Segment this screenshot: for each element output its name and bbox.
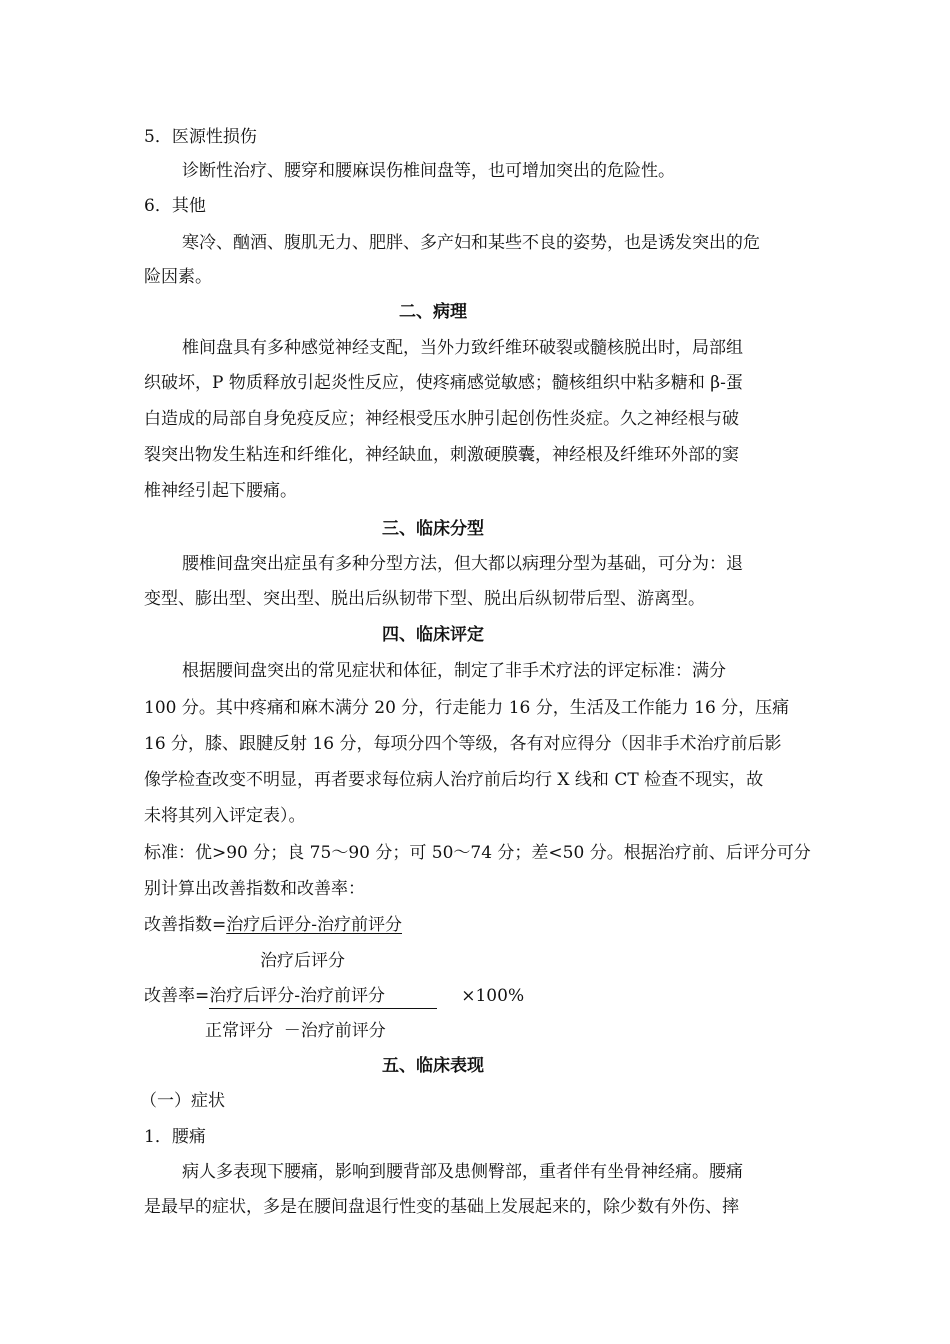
formula-label: 改善率= — [144, 986, 210, 1006]
paragraph-line: 根据腰间盘突出的常见症状和体征，制定了非手术疗法的评定标准：满分 — [182, 661, 726, 681]
formula-improvement-rate — [144, 985, 524, 1009]
paragraph-line: 险因素。 — [144, 267, 212, 287]
paragraph-line: 椎间盘具有多种感觉神经支配，当外力致纤维环破裂或髓核脱出时，局部组 — [182, 338, 743, 358]
formula-denominator: 正常评分 －治疗前评分 — [205, 1021, 386, 1041]
paragraph-line: 像学检查改变不明显，再者要求每位病人治疗前后均行 X 线和 CT 检查不现实，故 — [144, 770, 764, 790]
section-heading-classification: 三、临床分型 — [382, 519, 484, 539]
subheading-low-back-pain: 1．腰痛 — [144, 1127, 206, 1147]
paragraph-line: 未将其列入评定表）。 — [144, 806, 306, 826]
subheading-other: 6．其他 — [144, 196, 206, 216]
paragraph-line: 是最早的症状，多是在腰间盘退行性变的基础上发展起来的，除少数有外伤、摔 — [144, 1197, 739, 1217]
formula-improvement-index — [144, 914, 402, 936]
paragraph-line: 病人多表现下腰痛，影响到腰背部及患侧臀部，重者伴有坐骨神经痛。腰痛 — [182, 1162, 743, 1182]
paragraph-line: 标准：优>90 分；良 75～90 分；可 50～74 分；差<50 分。根据治疗前、后评分可分 — [144, 843, 811, 863]
paragraph-line: 诊断性治疗、腰穿和腰麻误伤椎间盘等，也可增加突出的危险性。 — [182, 161, 675, 181]
section-heading-evaluation: 四、临床评定 — [382, 625, 484, 645]
paragraph-line: 织破坏，P 物质释放引起炎性反应，使疼痛感觉敏感；髓核组织中粘多糖和 β-蛋 — [144, 373, 743, 393]
paragraph-line: 100 分。其中疼痛和麻木满分 20 分，行走能力 16 分，生活及工作能力 16 分，压痛 — [144, 698, 790, 718]
paragraph-line: 别计算出改善指数和改善率： — [144, 879, 365, 899]
paragraph-line: 白造成的局部自身免疫反应；神经根受压水肿引起创伤性炎症。久之神经根与破 — [144, 409, 739, 429]
formula-label: 改善指数= — [144, 915, 227, 935]
formula-multiplier: ×100% — [461, 986, 525, 1006]
paragraph-line: 16 分，膝、跟腱反射 16 分，每项分四个等级，各有对应得分（因非手术治疗前后影 — [144, 734, 782, 754]
paragraph-line: 椎神经引起下腰痛。 — [144, 481, 297, 501]
paragraph-line: 变型、膨出型、突出型、脱出后纵韧带下型、脱出后纵韧带后型、游离型。 — [144, 589, 705, 609]
paragraph-line: 寒冷、酗酒、腹肌无力、肥胖、多产妇和某些不良的姿势，也是诱发突出的危 — [182, 233, 760, 253]
formula-numerator: 治疗后评分-治疗前评分 — [226, 915, 402, 935]
formula-denominator: 治疗后评分 — [260, 951, 345, 971]
formula-numerator: 治疗后评分-治疗前评分 — [209, 985, 437, 1009]
subheading-iatrogenic: 5．医源性损伤 — [144, 127, 257, 147]
subheading-symptoms: （一）症状 — [140, 1091, 225, 1111]
paragraph-line: 裂突出物发生粘连和纤维化，神经缺血，刺激硬膜囊，神经根及纤维环外部的窦 — [144, 445, 739, 465]
section-heading-clinical-manifestation: 五、临床表现 — [382, 1056, 484, 1076]
paragraph-line: 腰椎间盘突出症虽有多种分型方法，但大都以病理分型为基础，可分为：退 — [182, 554, 743, 574]
section-heading-pathology: 二、病理 — [399, 302, 467, 322]
